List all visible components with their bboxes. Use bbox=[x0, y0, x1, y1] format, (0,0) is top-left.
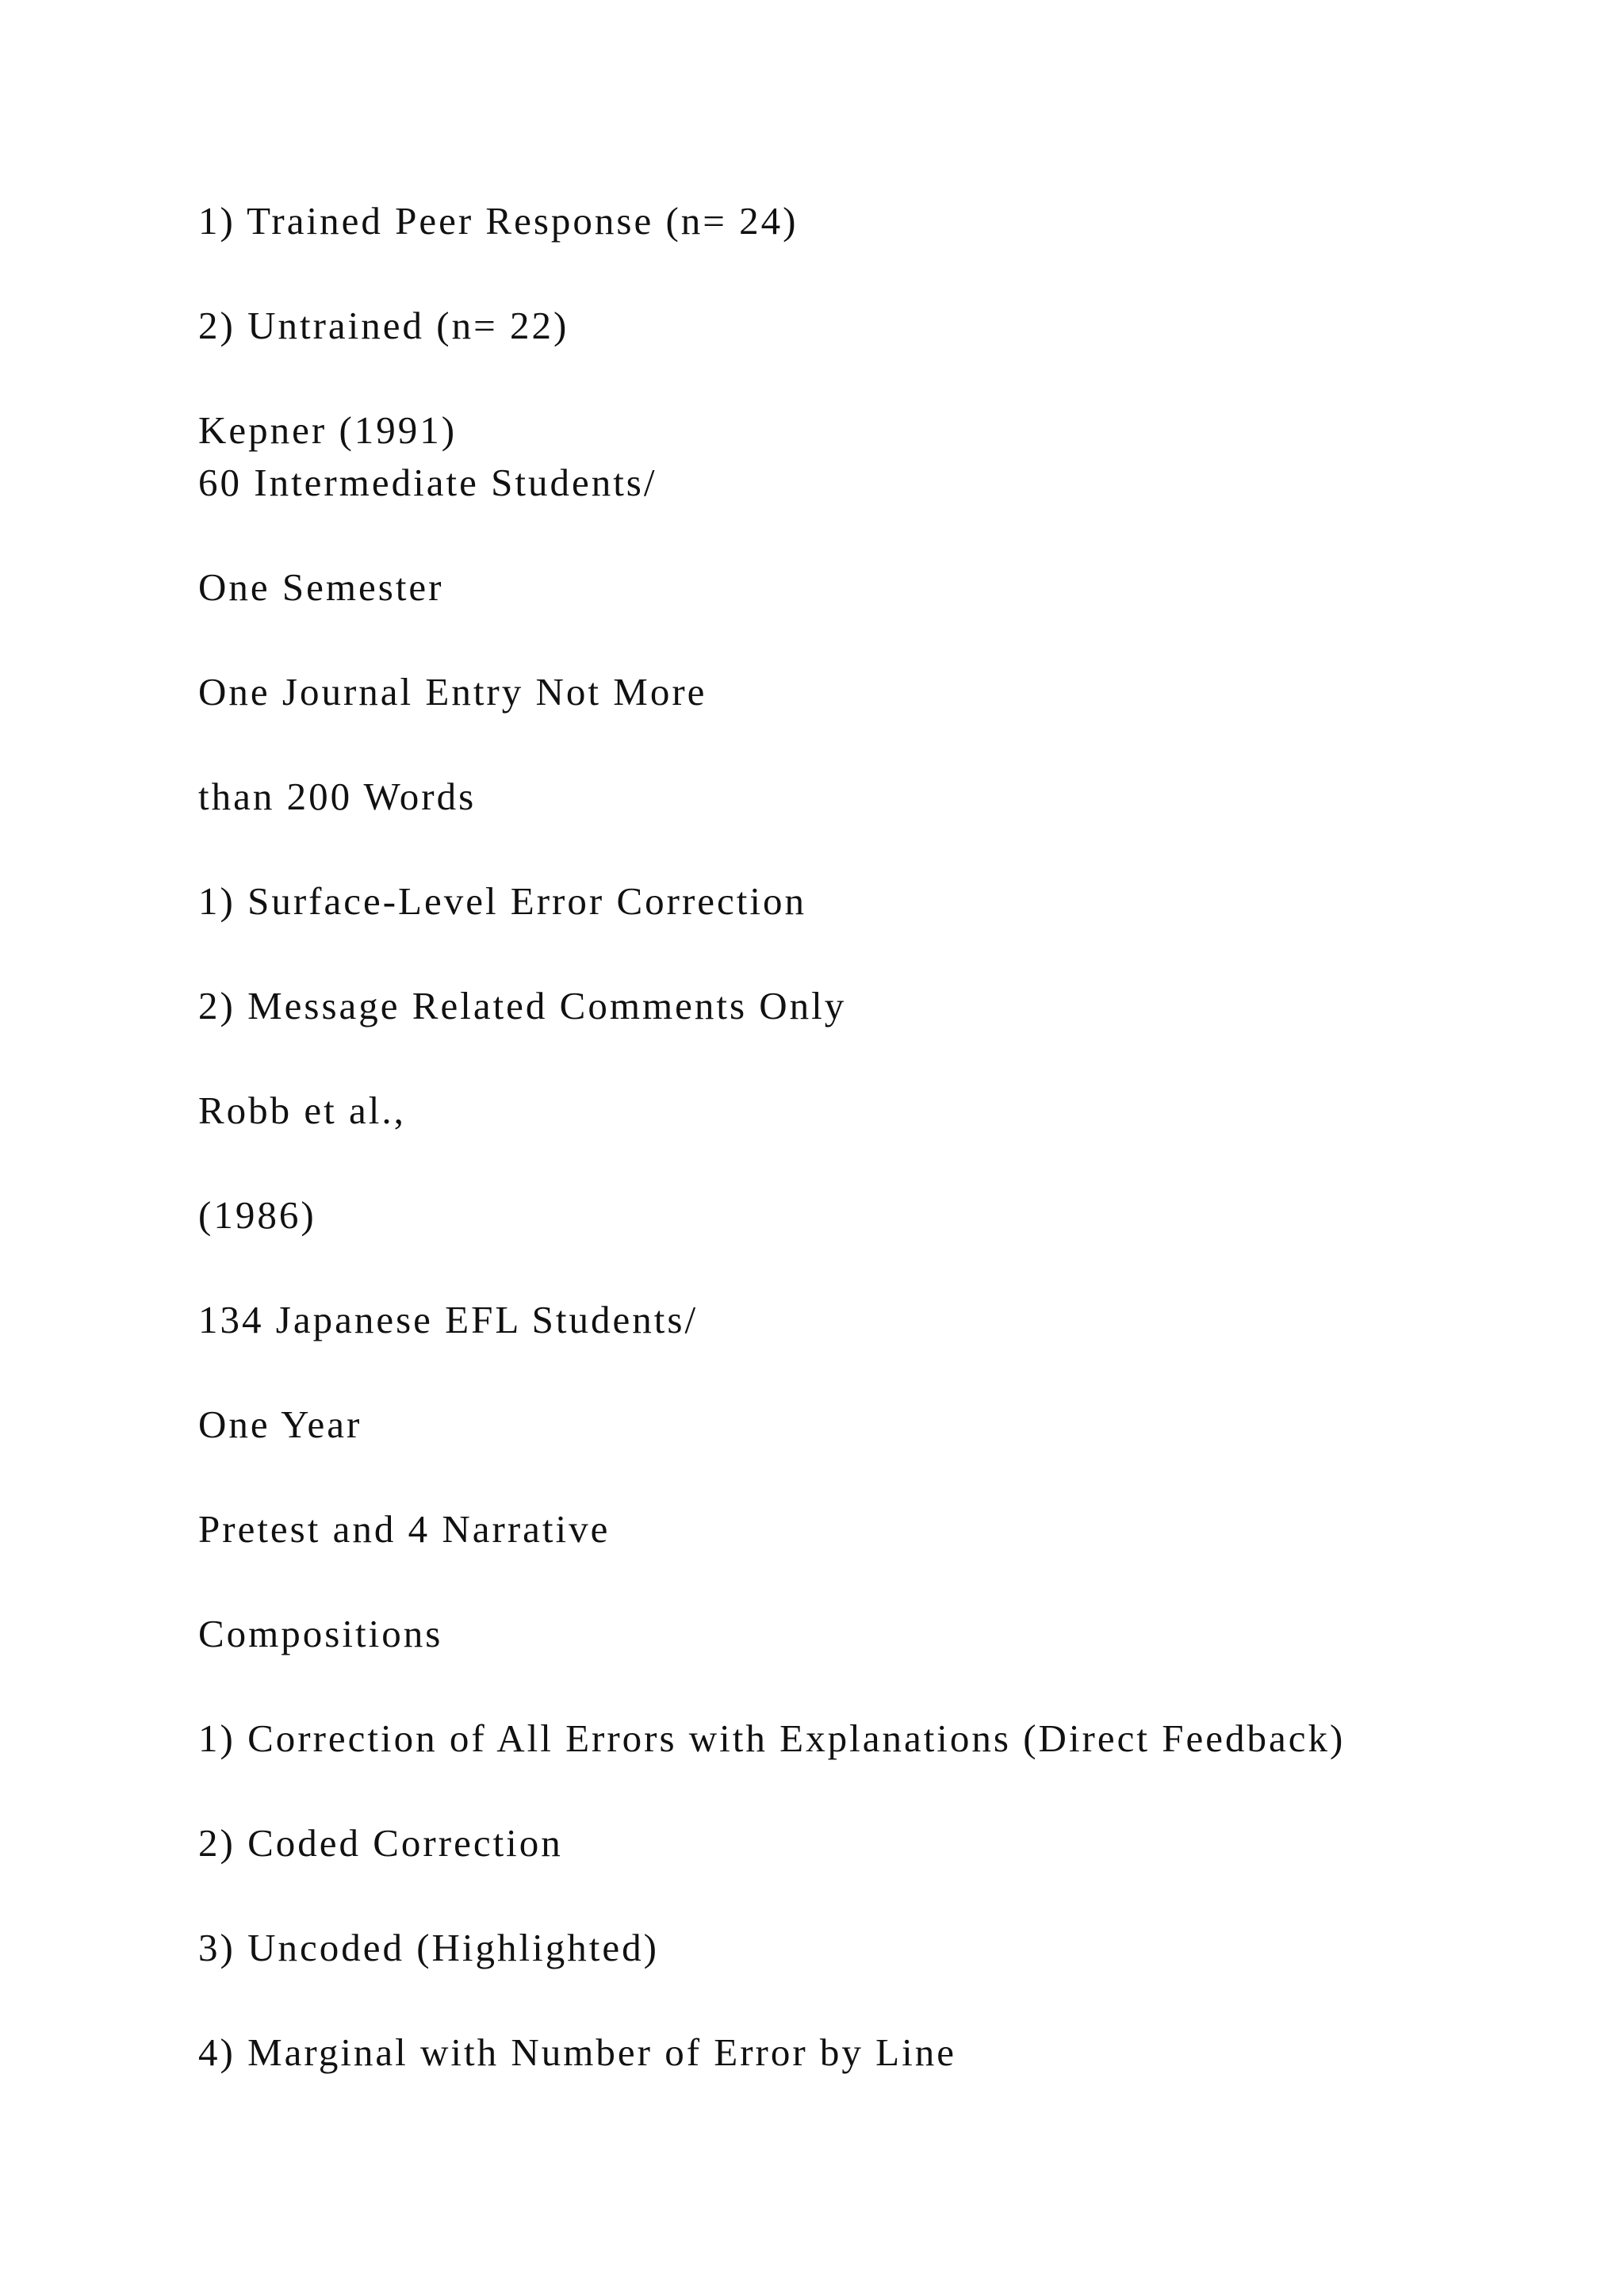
text-line: Compositions bbox=[198, 1612, 443, 1655]
text-line: 60 Intermediate Students/ bbox=[198, 461, 657, 504]
text-line: 1) Surface-Level Error Correction bbox=[198, 879, 806, 923]
text-line: 2) Untrained (n= 22) bbox=[198, 304, 569, 347]
text-line: 134 Japanese EFL Students/ bbox=[198, 1298, 699, 1341]
text-line: Kepner (1991) bbox=[198, 408, 458, 452]
text-line: 1) Correction of All Errors with Explanations (Direct Feedback) bbox=[198, 1716, 1346, 1760]
text-line: than 200 Words bbox=[198, 775, 477, 818]
text-line: 1) Trained Peer Response (n= 24) bbox=[198, 199, 799, 243]
text-line: 2) Coded Correction bbox=[198, 1821, 563, 1865]
text-line: 2) Message Related Comments Only bbox=[198, 984, 847, 1027]
text-line: 4) Marginal with Number of Error by Line bbox=[198, 2030, 956, 2074]
text-line: 3) Uncoded (Highlighted) bbox=[198, 1926, 659, 1969]
text-line: One Semester bbox=[198, 565, 444, 609]
text-line: (1986) bbox=[198, 1193, 316, 1237]
text-line: One Year bbox=[198, 1402, 362, 1446]
text-line: Robb et al., bbox=[198, 1089, 406, 1132]
text-line: Pretest and 4 Narrative bbox=[198, 1507, 611, 1551]
text-line: One Journal Entry Not More bbox=[198, 670, 707, 714]
